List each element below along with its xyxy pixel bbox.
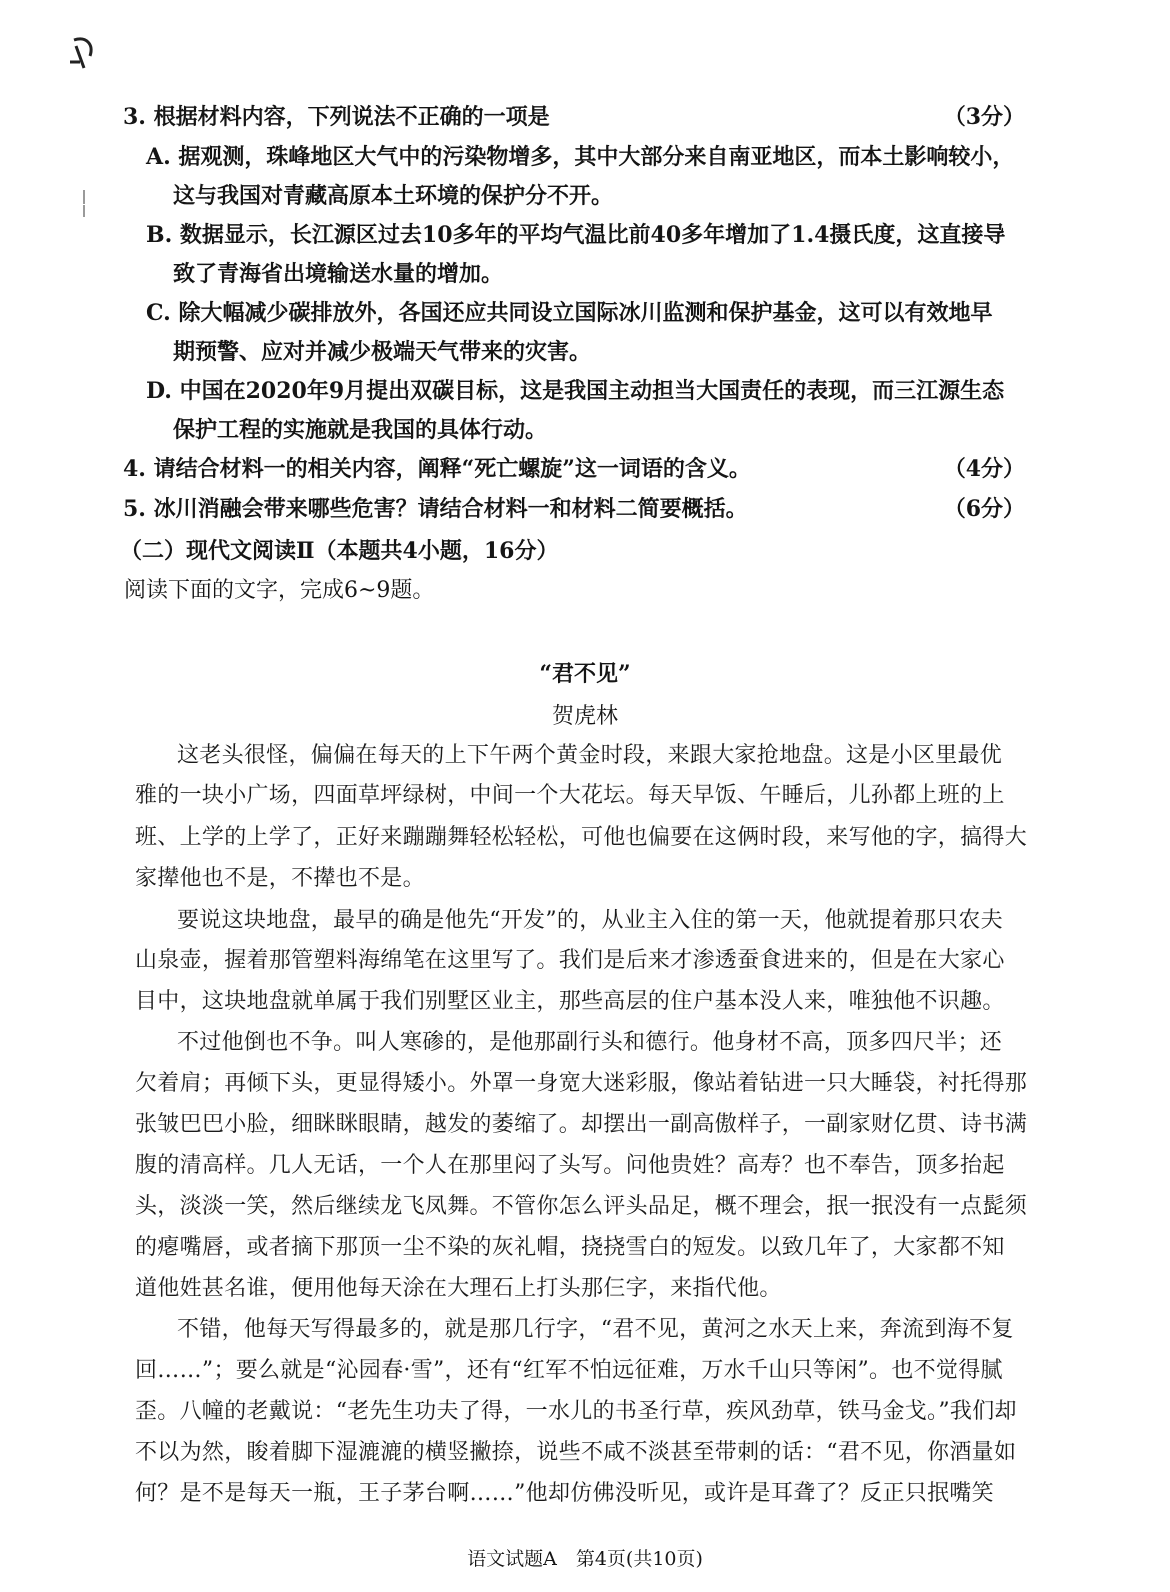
article-line: 山泉壶，握着那管塑料海绵笔在这里写了。我们是后来才渗透蚕食进来的，但是在大家心: [135, 948, 1005, 973]
article-line: 雅的一块小广场，四面草坪绿树，中间一个大花坛。每天早饭、午睡后，儿孙都上班的上: [135, 783, 1005, 808]
question-5-stem: 5. 冰川消融会带来哪些危害？请结合材料一和材料二简要概括。: [123, 496, 748, 522]
section-heading: （二）现代文阅读Ⅱ（本题共4小题，16分）: [120, 538, 559, 564]
article-line: 的瘪嘴唇，或者摘下那顶一尘不染的灰礼帽，挠挠雪白的短发。以致几年了，大家都不知: [135, 1235, 1005, 1260]
option-d-line-1: D. 中国在2020年9月提出双碳目标，这是我国主动担当大国责任的表现，而三江源生态: [146, 378, 1005, 404]
option-d-line-2: 保护工程的实施就是我国的具体行动。: [173, 417, 548, 443]
article-line: 何？是不是每天一瓶，王子茅台啊……”他却仿佛没听见，或许是耳聋了？反正只抿嘴笑: [135, 1481, 994, 1506]
article-line: 不过他倒也不争。叫人寒碜的，是他那副行头和德行。他身材不高，顶多四尺半；还: [177, 1030, 1003, 1055]
option-b-line-2: 致了青海省出境输送水量的增加。: [173, 261, 504, 287]
page-footer: 语文试题A 第4页(共10页): [467, 1548, 703, 1570]
corner-scan-mark-icon: [64, 32, 96, 72]
article-line: 头，淡淡一笑，然后继续龙飞凤舞。不管你怎么评头品足，概不理会，抿一抿没有一点髭须: [135, 1194, 1028, 1219]
article-line: 不错，他每天写得最多的，就是那几行字，“君不见，黄河之水天上来，奔流到海不复: [177, 1317, 1014, 1342]
article-line: 这老头很怪，偏偏在每天的上下午两个黄金时段，来跟大家抢地盘。这是小区里最优: [177, 743, 1003, 768]
option-a-line-1: A. 据观测，珠峰地区大气中的污染物增多，其中大部分来自南亚地区，而本土影响较小，: [146, 144, 1015, 170]
article-line: 道他姓甚名谁，便用他每天涂在大理石上打头那仨字，来指代他。: [135, 1276, 782, 1301]
question-4-stem: 4. 请结合材料一的相关内容，阐释“死亡螺旋”这一词语的含义。: [123, 456, 751, 482]
scan-edge-mark: [83, 205, 85, 217]
article-line: 回……”；要么就是“沁园春·雪”，还有“红军不怕远征难，万水千山只等闲”。也不觉得腻: [135, 1358, 1003, 1383]
article-line: 家撵他也不是，不撵也不是。: [135, 866, 425, 891]
option-a-line-2: 这与我国对青藏高原本土环境的保护分不开。: [173, 183, 614, 209]
question-3-score: （3分）: [943, 104, 1025, 130]
question-4-score: （4分）: [943, 456, 1025, 482]
option-c-line-2: 期预警、应对并减少极端天气带来的灾害。: [173, 339, 592, 365]
article-line: 班、上学的上学了，正好来蹦蹦舞轻松轻松，可他也偏要在这俩时段，来写他的字，搞得大: [135, 825, 1028, 850]
article-title: “君不见”: [539, 661, 631, 687]
article-line: 欠着肩；再倾下头，更显得矮小。外罩一身宽大迷彩服，像站着钻进一只大睡袋，衬托得那: [135, 1071, 1028, 1096]
option-c-line-1: C. 除大幅减少碳排放外，各国还应共同设立国际冰川监测和保护基金，这可以有效地早: [146, 300, 993, 326]
article-line: 张皱巴巴小脸，细眯眯眼睛，越发的萎缩了。却摆出一副高傲样子，一副家财亿贯、诗书满: [135, 1112, 1028, 1137]
article-author: 贺虎林: [551, 704, 618, 729]
article-line: 目中，这块地盘就单属于我们别墅区业主，那些高层的住户基本没人来，唯独他不识趣。: [135, 989, 1005, 1014]
article-line: 要说这块地盘，最早的确是他先“开发”的，从业主入住的第一天，他就提着那只农夫: [177, 908, 1003, 933]
scan-edge-mark: [83, 190, 85, 204]
article-line: 歪。八幢的老戴说：“老先生功夫了得，一水儿的书圣行草，疾风劲草，铁马金戈。”我们却: [135, 1399, 1017, 1424]
option-b-line-1: B. 数据显示，长江源区过去10多年的平均气温比前40多年增加了1.4摄氏度，这直接导: [146, 222, 1006, 248]
question-3-stem: 3. 根据材料内容，下列说法不正确的一项是: [123, 104, 550, 130]
section-instruction: 阅读下面的文字，完成6~9题。: [124, 578, 435, 603]
article-line: 不以为然，睃着脚下湿漉漉的横竖撇捺，说些不咸不淡甚至带刺的话：“君不见，你酒量如: [135, 1440, 1017, 1465]
article-line: 腹的清高样。几人无话，一个人在那里闷了头写。问他贵姓？高寿？也不奉告，顶多抬起: [135, 1153, 1005, 1178]
question-5-score: （6分）: [943, 496, 1025, 522]
